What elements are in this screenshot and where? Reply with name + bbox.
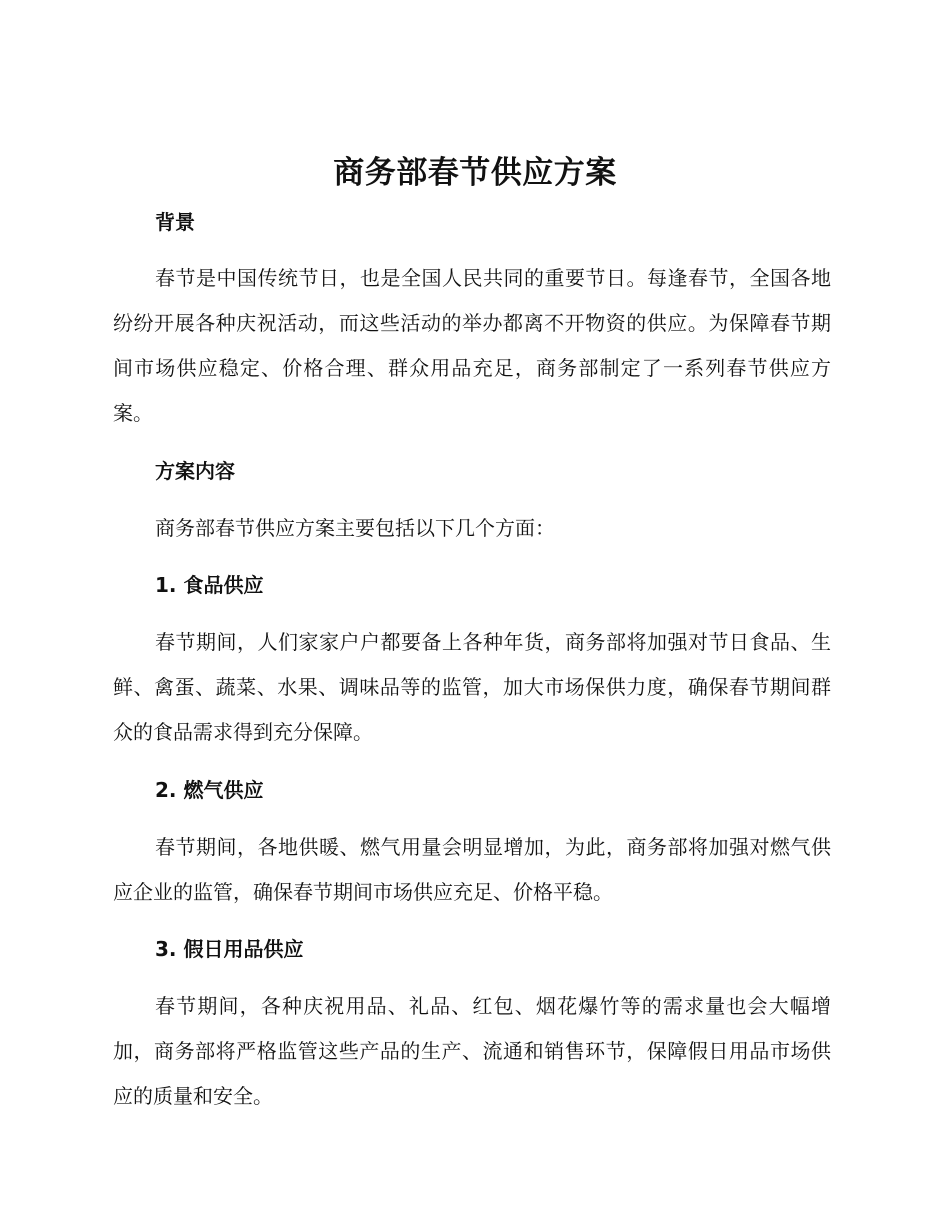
paragraph-plan-intro: 商务部春节供应方案主要包括以下几个方面： [155, 516, 555, 540]
heading-holiday-goods-supply: 3. 假日用品供应 [155, 937, 304, 961]
heading-background: 背景 [155, 210, 195, 234]
paragraph-gas-supply: 春节期间，各地供暖、燃气用量会明显增加，为此，商务部将加强对燃气供应企业的监管，确保春节期间市场供应充足、价格平稳。 [113, 835, 831, 904]
paragraph-background: 春节是中国传统节日，也是全国人民共同的重要节日。每逢春节，全国各地纷纷开展各种庆祝活动，而这些活动的举办都离不开物资的供应。为保障春节期间市场供应稳定、价格合理、群众用品充足，商务部制定了一系列春节供应方案。 [113, 266, 831, 425]
heading-plan-content: 方案内容 [155, 459, 235, 483]
paragraph-food-supply: 春节期间，人们家家户户都要备上各种年货，商务部将加强对节日食品、生鲜、禽蛋、蔬菜、水果、调味品等的监管，加大市场保供力度，确保春节期间群众的食品需求得到充分保障。 [113, 630, 831, 744]
paragraph-holiday-goods-supply: 春节期间，各种庆祝用品、礼品、红包、烟花爆竹等的需求量也会大幅增加，商务部将严格监管这些产品的生产、流通和销售环节，保障假日用品市场供应的质量和安全。 [113, 994, 831, 1108]
heading-gas-supply: 2. 燃气供应 [155, 778, 264, 802]
heading-food-supply: 1. 食品供应 [155, 573, 264, 597]
document-title: 商务部春节供应方案 [333, 155, 617, 191]
